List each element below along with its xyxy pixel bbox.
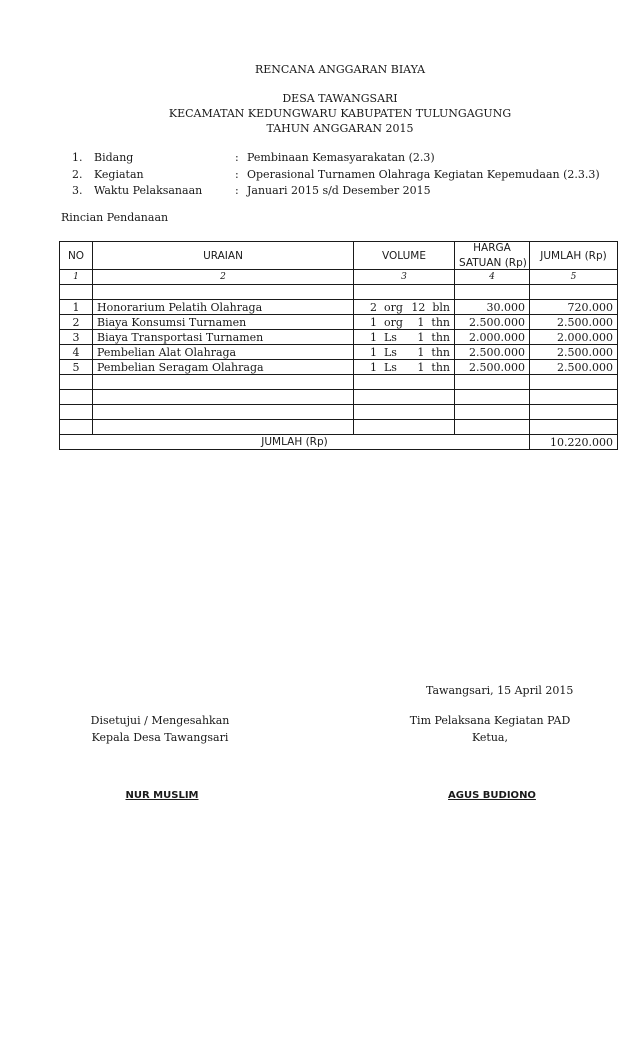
row-unit-b: thn <box>431 330 450 344</box>
row-unit-b: bln <box>432 300 450 314</box>
row-volume <box>354 330 455 345</box>
col-number: 5 <box>530 270 618 285</box>
info-sep: : <box>235 168 239 181</box>
row-unit-a: org <box>384 300 403 314</box>
row-jumlah: 2.500.000 <box>530 360 618 375</box>
row-unit-b: thn <box>431 345 450 359</box>
header-harga-line1: HARGA <box>473 242 511 254</box>
row-volume <box>354 360 455 375</box>
table-row-empty <box>60 420 618 435</box>
header-harga-line2: SATUAN (Rp) <box>459 257 527 269</box>
row-unit-a: Ls <box>384 345 397 359</box>
info-label: Kegiatan <box>94 168 144 181</box>
row-volume <box>354 345 455 360</box>
table-header-row <box>60 242 618 270</box>
row-vol-b: 12 <box>411 300 426 314</box>
header-harga <box>455 242 530 270</box>
table-row-empty <box>60 405 618 420</box>
row-jumlah: 2.500.000 <box>530 315 618 330</box>
total-label: JUMLAH (Rp) <box>60 435 530 450</box>
row-no: 5 <box>60 360 93 375</box>
info-label: Bidang <box>94 151 134 164</box>
row-harga: 30.000 <box>455 300 530 315</box>
row-vol-a: 1 <box>370 345 377 359</box>
row-vol-a: 2 <box>370 300 377 314</box>
doc-district: KECAMATAN KEDUNGWARU KABUPATEN TULUNGAGUNG <box>168 107 512 120</box>
row-uraian: Biaya Konsumsi Turnamen <box>93 315 354 330</box>
info-num: 3. <box>72 184 83 197</box>
row-unit-a: Ls <box>384 360 397 374</box>
budget-table <box>59 241 618 450</box>
row-harga: 2.000.000 <box>455 330 530 345</box>
column-number-row <box>60 270 618 285</box>
header-no: NO <box>60 242 93 270</box>
row-volume <box>354 315 455 330</box>
table-row <box>60 300 618 315</box>
row-uraian: Pembelian Alat Olahraga <box>93 345 354 360</box>
right-approval-line2: Ketua, <box>472 731 508 744</box>
row-unit-a: org <box>384 315 403 329</box>
row-no: 1 <box>60 300 93 315</box>
row-jumlah: 2.500.000 <box>530 345 618 360</box>
row-vol-a: 1 <box>370 315 377 329</box>
row-vol-a: 1 <box>370 330 377 344</box>
row-no: 4 <box>60 345 93 360</box>
row-no: 3 <box>60 330 93 345</box>
row-uraian: Pembelian Seragam Olahraga <box>93 360 354 375</box>
row-vol-b: 1 <box>417 315 425 329</box>
row-vol-b: 1 <box>417 330 425 344</box>
info-sep: : <box>235 151 239 164</box>
left-approval-line2: Kepala Desa Tawangsari <box>91 731 229 744</box>
doc-title: RENCANA ANGGARAN BIAYA <box>254 63 426 76</box>
section-label: Rincian Pendanaan <box>61 211 169 224</box>
row-unit-a: Ls <box>384 330 397 344</box>
table-total-row <box>60 435 618 450</box>
place-date: Tawangsari, 15 April 2015 <box>426 684 574 697</box>
row-harga: 2.500.000 <box>455 345 530 360</box>
row-uraian: Biaya Transportasi Turnamen <box>93 330 354 345</box>
row-jumlah: 2.000.000 <box>530 330 618 345</box>
total-value: 10.220.000 <box>530 435 618 450</box>
table-row <box>60 360 618 375</box>
info-num: 1. <box>72 151 83 164</box>
row-volume <box>354 300 455 315</box>
left-approval-line1: Disetujui / Mengesahkan <box>90 714 230 727</box>
col-number: 1 <box>60 270 93 285</box>
table-row <box>60 330 618 345</box>
table-row-empty <box>60 375 618 390</box>
left-signatory-name: NUR MUSLIM <box>125 790 199 801</box>
doc-year: TAHUN ANGGARAN 2015 <box>266 122 414 135</box>
col-number: 2 <box>93 270 354 285</box>
info-value: Operasional Turnamen Olahraga Kegiatan Kepemudaan (2.3.3) <box>247 168 600 181</box>
info-value: Januari 2015 s/d Desember 2015 <box>247 184 431 197</box>
table-row-empty <box>60 285 618 300</box>
col-number: 4 <box>455 270 530 285</box>
info-value: Pembinaan Kemasyarakatan (2.3) <box>247 151 435 164</box>
row-vol-b: 1 <box>417 360 425 374</box>
info-num: 2. <box>72 168 83 181</box>
table-row <box>60 345 618 360</box>
right-approval-line1: Tim Pelaksana Kegiatan PAD <box>409 714 571 727</box>
row-harga: 2.500.000 <box>455 315 530 330</box>
row-uraian: Honorarium Pelatih Olahraga <box>93 300 354 315</box>
row-unit-b: thn <box>431 360 450 374</box>
row-unit-b: thn <box>431 315 450 329</box>
header-jumlah: JUMLAH (Rp) <box>530 242 618 270</box>
doc-village: DESA TAWANGSARI <box>282 92 398 105</box>
right-signatory-name: AGUS BUDIONO <box>448 790 536 801</box>
row-no: 2 <box>60 315 93 330</box>
row-vol-b: 1 <box>417 345 425 359</box>
col-number: 3 <box>354 270 455 285</box>
row-jumlah: 720.000 <box>530 300 618 315</box>
info-label: Waktu Pelaksanaan <box>94 184 203 197</box>
row-vol-a: 1 <box>370 360 377 374</box>
table-row <box>60 315 618 330</box>
header-uraian: URAIAN <box>93 242 354 270</box>
header-volume: VOLUME <box>354 242 455 270</box>
row-harga: 2.500.000 <box>455 360 530 375</box>
info-sep: : <box>235 184 239 197</box>
table-row-empty <box>60 390 618 405</box>
